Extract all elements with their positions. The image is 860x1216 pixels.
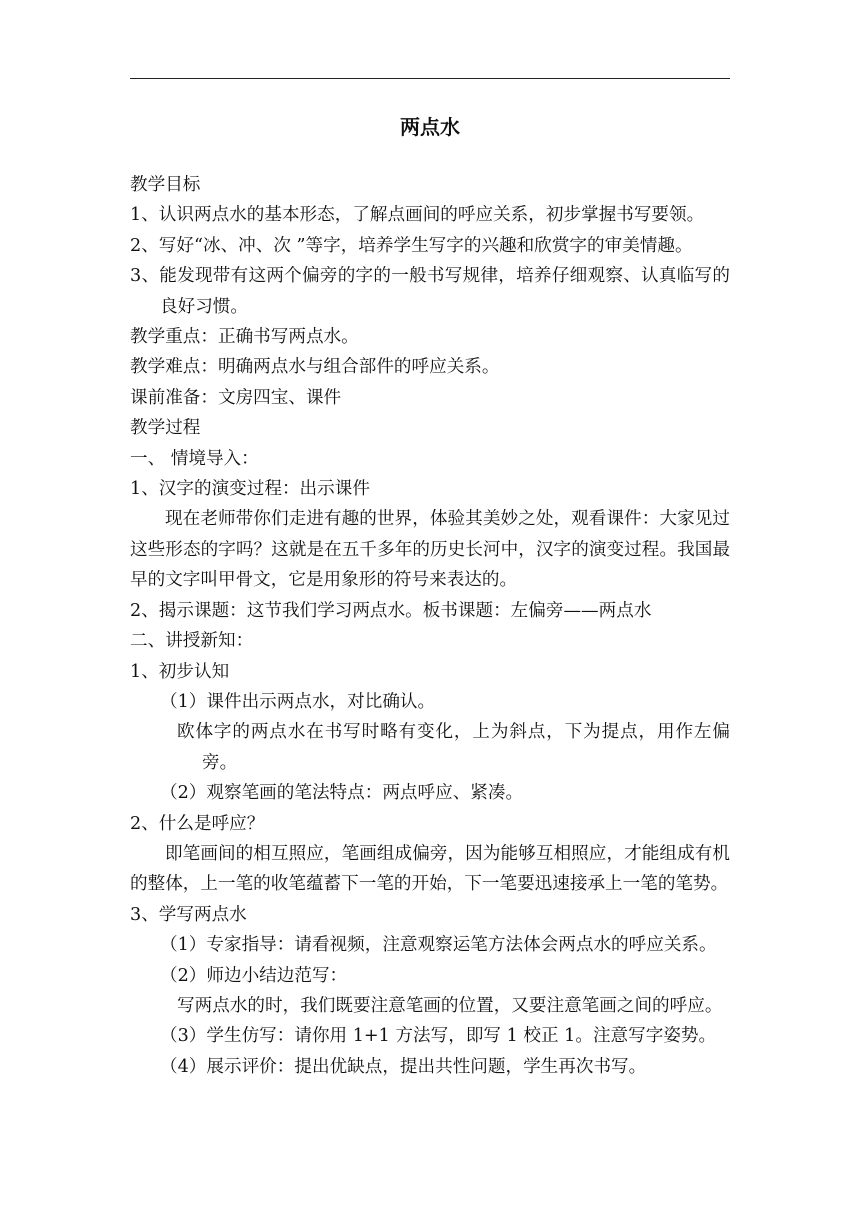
goal-item-2: 2、写好“冰、冲、次 ”等字，培养学生写字的兴趣和欣赏字的审美情趣。 [130, 235, 693, 256]
section-2-item-2: 2、什么是呼应？ [130, 813, 265, 834]
preparation: 课前准备：文房四宝、课件 [130, 387, 342, 408]
header-rule [130, 78, 730, 79]
section-2-2-paragraph: 即笔画间的相互照应，笔画组成偏旁，因为能够互相照应，才能组成有机的整体，上一笔的收笔蕴蓄下一笔的开始，下一笔要迅速接承上一笔的笔势。 [130, 843, 730, 895]
section-2-1-2: （2）观察笔画的笔法特点：两点呼应、紧凑。 [160, 783, 524, 804]
section-2-3-2: （2）师边小结边范写： [160, 965, 348, 986]
section-2-heading: 二、讲授新知： [130, 631, 254, 652]
document-title: 两点水 [400, 115, 460, 139]
section-1-item-2: 2、揭示课题：这节我们学习两点水。板书课题：左偏旁——两点水 [130, 600, 652, 621]
difficulty: 教学难点：明确两点水与组合部件的呼应关系。 [130, 357, 500, 378]
key-point: 教学重点：正确书写两点水。 [130, 327, 359, 348]
section-2-3-3: （3）学生仿写：请你用 1+1 方法写，即写 1 校正 1。注意写字姿势。 [160, 1026, 717, 1047]
section-1-item-1: 1、汉字的演变过程：出示课件 [130, 479, 370, 500]
section-2-item-1: 1、初步认知 [130, 661, 230, 682]
section-2-item-3: 3、学写两点水 [130, 904, 247, 925]
section-2-3-4: （4）展示评价：提出优缺点，提出共性问题，学生再次书写。 [160, 1056, 647, 1077]
section-2-3-2-text: 写两点水的时，我们既要注意笔画的位置，又要注意笔画之间的呼应。 [177, 995, 723, 1016]
section-2-3-1: （1）专家指导：请看视频，注意观察运笔方法体会两点水的呼应关系。 [160, 935, 717, 956]
section-1-heading: 一、 情境导入： [130, 448, 259, 469]
goal-item-3: 3、能发现带有这两个偏旁的字的一般书写规律，培养仔细观察、认真临写的良好习惯。 [130, 266, 730, 317]
section-2-1-1-text: 欧体字的两点水在书写时略有变化，上为斜点，下为提点，用作左偏旁。 [177, 722, 730, 773]
goal-item-1: 1、认识两点水的基本形态，了解点画间的呼应关系，初步掌握书写要领。 [130, 205, 705, 226]
process-heading: 教学过程 [130, 418, 201, 439]
section-1-paragraph: 现在老师带你们走进有趣的世界，体验其美妙之处，观看课件：大家见过这些形态的字吗？这就是在五千多年的历史长河中，汉字的演变过程。我国最早的文字叫甲骨文，它是用象形的符号来表达的。 [130, 509, 730, 591]
document-body [130, 170, 730, 1082]
goal-heading: 教学目标 [130, 175, 201, 195]
section-2-1-1: （1）课件出示两点水，对比确认。 [160, 691, 436, 712]
